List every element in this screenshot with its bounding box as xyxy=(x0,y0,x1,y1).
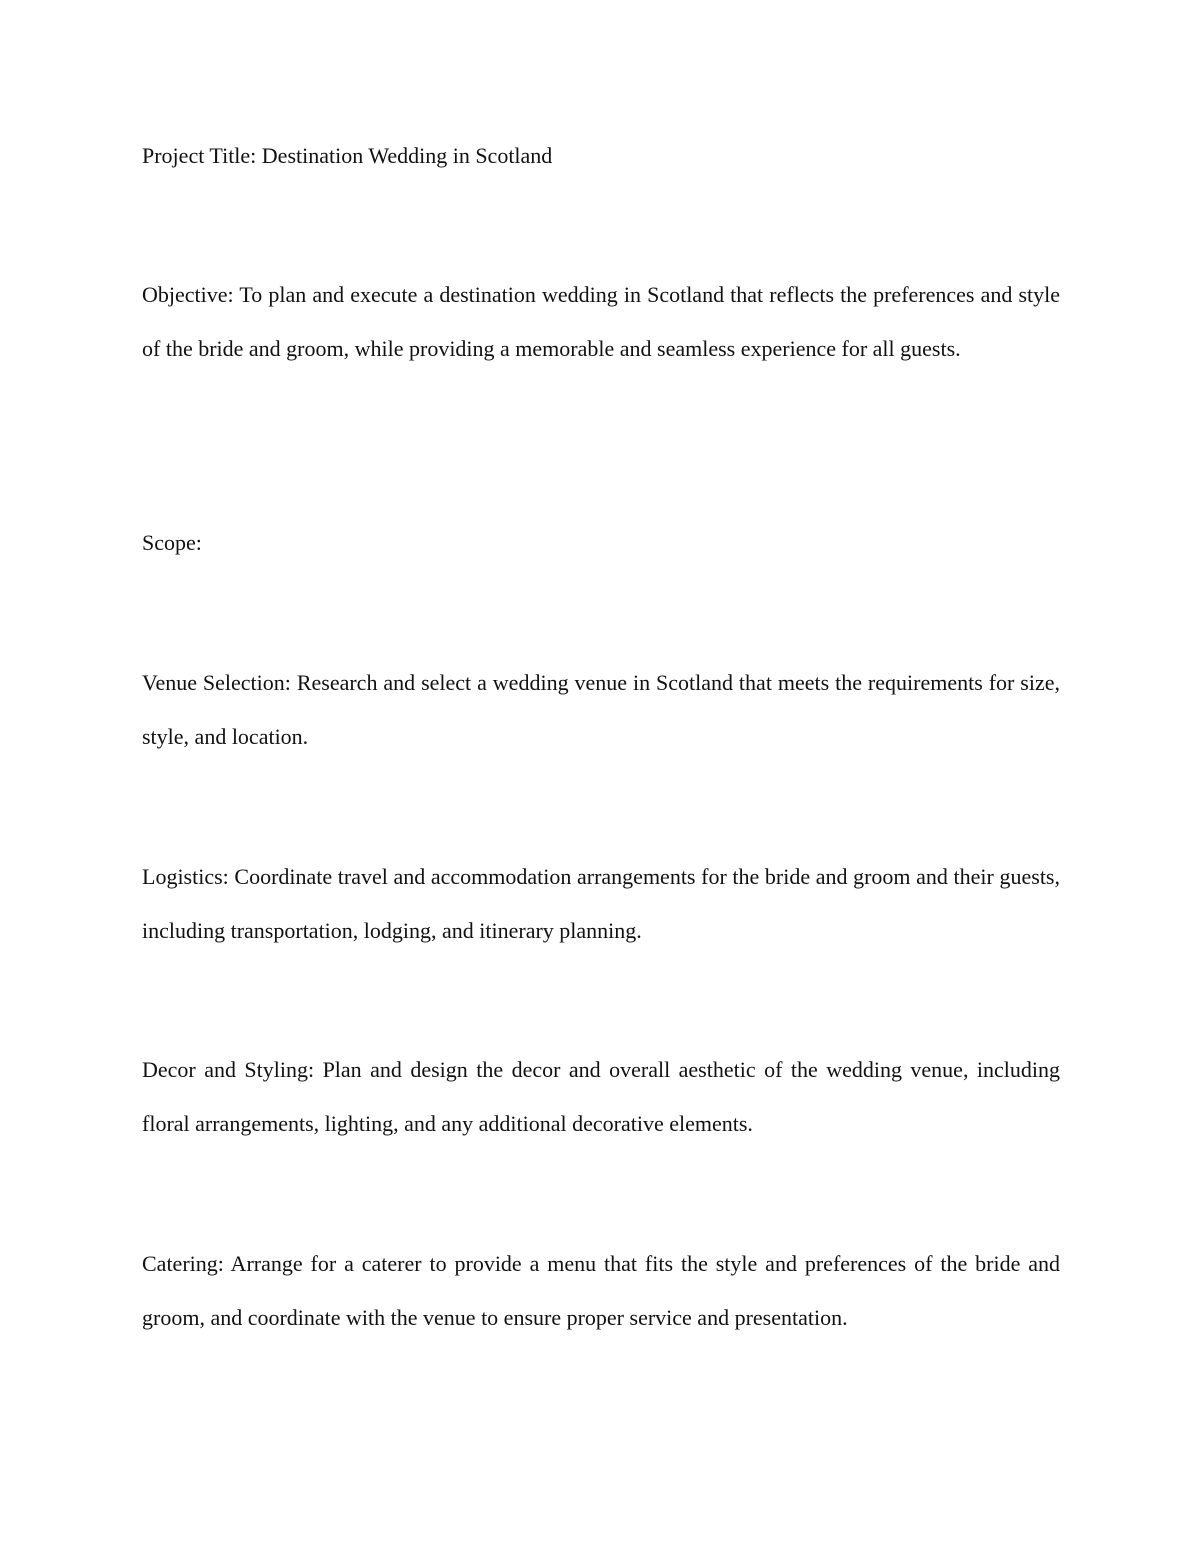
catering-paragraph: Catering: Arrange for a caterer to provide a menu that fits the style and preferences of the bride and groom, and coordinate with the venue to ensure proper service and presentation. xyxy=(142,1251,1060,1330)
decor-styling-paragraph: Decor and Styling: Plan and design the decor and overall aesthetic of the wedding venue, including floral arrangements, lighting, and any additional decorative elements. xyxy=(142,1057,1060,1136)
scope-heading: Scope: xyxy=(142,530,202,555)
logistics-paragraph: Logistics: Coordinate travel and accommodation arrangements for the bride and groom and their guests, including transportation, lodging, and itinerary planning. xyxy=(142,864,1060,943)
objective-paragraph: Objective: To plan and execute a destination wedding in Scotland that reflects the preferences and style of the bride and groom, while providing a memorable and seamless experience for all guests. xyxy=(142,282,1060,361)
project-title: Project Title: Destination Wedding in Scotland xyxy=(142,143,553,168)
venue-selection-paragraph: Venue Selection: Research and select a wedding venue in Scotland that meets the requirements for size, style, and location. xyxy=(142,670,1060,749)
